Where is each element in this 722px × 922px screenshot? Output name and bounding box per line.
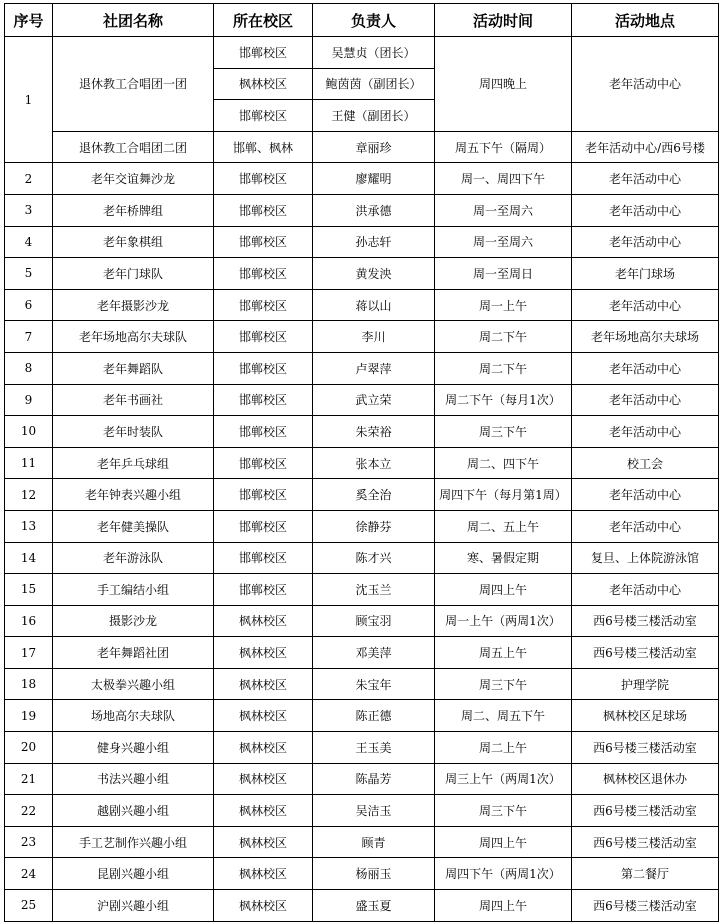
campus: 邯郸校区 [214, 321, 313, 353]
activity-place: 校工会 [572, 447, 719, 479]
activity-time: 周二下午 [435, 352, 572, 384]
row-number: 19 [5, 700, 53, 732]
activity-place: 西6号楼三楼活动室 [572, 890, 719, 922]
header-time: 活动时间 [435, 4, 572, 37]
campus: 邯郸校区 [214, 416, 313, 448]
activity-time: 周四上午 [435, 826, 572, 858]
activity-place: 西6号楼三楼活动室 [572, 605, 719, 637]
activity-time: 周四下午（两周1次） [435, 858, 572, 890]
activity-time: 周三下午 [435, 795, 572, 827]
campus: 邯郸校区 [214, 574, 313, 606]
campus: 枫林校区 [214, 68, 313, 100]
activity-time: 周三上午（两周1次） [435, 763, 572, 795]
campus: 枫林校区 [214, 763, 313, 795]
row-number: 17 [5, 637, 53, 669]
leader: 武立荣 [313, 384, 435, 416]
table-row [5, 479, 719, 511]
activity-time: 周三下午 [435, 416, 572, 448]
activity-time: 寒、暑假定期 [435, 542, 572, 574]
club-name: 老年场地高尔夫球队 [53, 321, 214, 353]
table-row [5, 763, 719, 795]
club-name: 老年书画社 [53, 384, 214, 416]
club-name: 老年舞蹈队 [53, 352, 214, 384]
club-name: 老年时装队 [53, 416, 214, 448]
activity-time: 周二、周五下午 [435, 700, 572, 732]
row-number: 23 [5, 826, 53, 858]
club-name: 老年钟表兴趣小组 [53, 479, 214, 511]
activity-time: 周一、周四下午 [435, 163, 572, 195]
leader: 吴洁玉 [313, 795, 435, 827]
club-name: 老年摄影沙龙 [53, 289, 214, 321]
row-number: 6 [5, 289, 53, 321]
activity-place: 老年活动中心/西6号楼 [572, 131, 719, 163]
club-name: 书法兴趣小组 [53, 763, 214, 795]
activity-time: 周二、四下午 [435, 447, 572, 479]
campus: 邯郸校区 [214, 226, 313, 258]
header-row [5, 4, 719, 37]
row-number: 13 [5, 510, 53, 542]
table-row [5, 163, 719, 195]
activity-time: 周一上午（两周1次） [435, 605, 572, 637]
row-number: 7 [5, 321, 53, 353]
activity-place: 老年活动中心 [572, 226, 719, 258]
campus: 邯郸校区 [214, 163, 313, 195]
header-name: 社团名称 [53, 4, 214, 37]
leader: 黄发泱 [313, 258, 435, 290]
leader: 顾青 [313, 826, 435, 858]
table-row [5, 321, 719, 353]
campus: 枫林校区 [214, 858, 313, 890]
leader: 陈晶芳 [313, 763, 435, 795]
campus: 邯郸校区 [214, 447, 313, 479]
campus: 枫林校区 [214, 826, 313, 858]
row-number: 24 [5, 858, 53, 890]
table-row [5, 826, 719, 858]
row-number: 8 [5, 352, 53, 384]
activity-time: 周二上午 [435, 732, 572, 764]
campus: 邯郸校区 [214, 352, 313, 384]
table-row [5, 352, 719, 384]
club-name: 退休教工合唱团二团 [53, 131, 214, 163]
campus: 邯郸校区 [214, 542, 313, 574]
table-row [5, 858, 719, 890]
table-row [5, 289, 719, 321]
campus: 邯郸校区 [214, 258, 313, 290]
activity-place: 老年活动中心 [572, 479, 719, 511]
club-name: 退休教工合唱团一团 [53, 37, 214, 132]
table-row [5, 890, 719, 922]
campus: 邯郸校区 [214, 510, 313, 542]
activity-time: 周一至周六 [435, 194, 572, 226]
activity-place: 老年活动中心 [572, 37, 719, 132]
table-row [5, 258, 719, 290]
header-leader: 负责人 [313, 4, 435, 37]
club-name: 太极拳兴趣小组 [53, 668, 214, 700]
header-place: 活动地点 [572, 4, 719, 37]
activity-time: 周五上午 [435, 637, 572, 669]
table-row [5, 574, 719, 606]
activity-time: 周二下午 [435, 321, 572, 353]
club-name: 摄影沙龙 [53, 605, 214, 637]
activity-time: 周四上午 [435, 574, 572, 606]
row-number: 16 [5, 605, 53, 637]
activity-place: 老年活动中心 [572, 163, 719, 195]
leader: 张本立 [313, 447, 435, 479]
club-name: 手工艺制作兴趣小组 [53, 826, 214, 858]
table-row [5, 37, 719, 69]
club-name: 昆剧兴趣小组 [53, 858, 214, 890]
campus: 枫林校区 [214, 795, 313, 827]
activity-time: 周四下午（每月第1周） [435, 479, 572, 511]
leader: 洪承德 [313, 194, 435, 226]
row-number: 1 [5, 37, 53, 163]
leader: 孙志轩 [313, 226, 435, 258]
activity-time: 周一至周日 [435, 258, 572, 290]
club-name: 老年象棋组 [53, 226, 214, 258]
activity-place: 老年活动中心 [572, 416, 719, 448]
activity-place: 老年场地高尔夫球场 [572, 321, 719, 353]
leader: 徐静芬 [313, 510, 435, 542]
leader: 杨丽玉 [313, 858, 435, 890]
club-name: 老年健美操队 [53, 510, 214, 542]
leader: 蒋以山 [313, 289, 435, 321]
leader: 吴慧贞（团长） [313, 37, 435, 69]
campus: 邯郸校区 [214, 384, 313, 416]
table-row [5, 510, 719, 542]
activity-place: 老年门球场 [572, 258, 719, 290]
club-name: 健身兴趣小组 [53, 732, 214, 764]
clubs-table [4, 3, 719, 922]
campus: 邯郸校区 [214, 37, 313, 69]
row-number: 3 [5, 194, 53, 226]
leader: 陈才兴 [313, 542, 435, 574]
table-row [5, 732, 719, 764]
activity-place: 西6号楼三楼活动室 [572, 732, 719, 764]
campus: 邯郸校区 [214, 289, 313, 321]
leader: 鲍茵茵（副团长） [313, 68, 435, 100]
campus: 枫林校区 [214, 668, 313, 700]
activity-time: 周三下午 [435, 668, 572, 700]
table-row [5, 384, 719, 416]
row-number: 2 [5, 163, 53, 195]
leader: 王玉美 [313, 732, 435, 764]
campus: 邯郸校区 [214, 100, 313, 132]
club-name: 老年游泳队 [53, 542, 214, 574]
row-number: 18 [5, 668, 53, 700]
table-row [5, 447, 719, 479]
row-number: 14 [5, 542, 53, 574]
table-row [5, 226, 719, 258]
activity-time: 周四晚上 [435, 37, 572, 132]
row-number: 11 [5, 447, 53, 479]
leader: 朱荣裕 [313, 416, 435, 448]
club-name: 沪剧兴趣小组 [53, 890, 214, 922]
row-number: 9 [5, 384, 53, 416]
row-number: 15 [5, 574, 53, 606]
leader: 陈正德 [313, 700, 435, 732]
leader: 廖耀明 [313, 163, 435, 195]
campus: 枫林校区 [214, 700, 313, 732]
campus: 枫林校区 [214, 605, 313, 637]
club-name: 老年桥牌组 [53, 194, 214, 226]
row-number: 25 [5, 890, 53, 922]
activity-place: 西6号楼三楼活动室 [572, 795, 719, 827]
club-name: 老年乒乓球组 [53, 447, 214, 479]
activity-place: 老年活动中心 [572, 194, 719, 226]
row-number: 10 [5, 416, 53, 448]
campus: 枫林校区 [214, 890, 313, 922]
activity-time: 周二下午（每月1次） [435, 384, 572, 416]
table-row [5, 194, 719, 226]
activity-place: 西6号楼三楼活动室 [572, 637, 719, 669]
leader: 奚全治 [313, 479, 435, 511]
leader: 盛玉夏 [313, 890, 435, 922]
row-number: 12 [5, 479, 53, 511]
activity-place: 老年活动中心 [572, 289, 719, 321]
club-name: 手工编结小组 [53, 574, 214, 606]
header-no: 序号 [5, 4, 53, 37]
club-name: 老年交谊舞沙龙 [53, 163, 214, 195]
activity-place: 老年活动中心 [572, 384, 719, 416]
activity-time: 周二、五上午 [435, 510, 572, 542]
activity-time: 周一至周六 [435, 226, 572, 258]
campus: 枫林校区 [214, 732, 313, 764]
campus: 枫林校区 [214, 637, 313, 669]
campus: 邯郸、枫林 [214, 131, 313, 163]
leader: 李川 [313, 321, 435, 353]
club-name: 老年舞蹈社团 [53, 637, 214, 669]
table-row [5, 131, 719, 163]
leader: 王健（副团长） [313, 100, 435, 132]
table-row [5, 700, 719, 732]
table-row [5, 637, 719, 669]
table-row [5, 605, 719, 637]
leader: 顾宝羽 [313, 605, 435, 637]
campus: 邯郸校区 [214, 479, 313, 511]
activity-place: 老年活动中心 [572, 352, 719, 384]
activity-time: 周五下午（隔周） [435, 131, 572, 163]
row-number: 5 [5, 258, 53, 290]
leader: 朱宝年 [313, 668, 435, 700]
club-name: 老年门球队 [53, 258, 214, 290]
row-number: 4 [5, 226, 53, 258]
leader: 章丽珍 [313, 131, 435, 163]
leader: 沈玉兰 [313, 574, 435, 606]
table-row [5, 416, 719, 448]
row-number: 21 [5, 763, 53, 795]
campus: 邯郸校区 [214, 194, 313, 226]
activity-place: 护理学院 [572, 668, 719, 700]
header-campus: 所在校区 [214, 4, 313, 37]
activity-place: 第二餐厅 [572, 858, 719, 890]
table-row [5, 795, 719, 827]
activity-place: 西6号楼三楼活动室 [572, 826, 719, 858]
activity-place: 老年活动中心 [572, 574, 719, 606]
row-number: 20 [5, 732, 53, 764]
activity-place: 复旦、上体院游泳馆 [572, 542, 719, 574]
activity-time: 周四上午 [435, 890, 572, 922]
leader: 卢翠萍 [313, 352, 435, 384]
activity-time: 周一上午 [435, 289, 572, 321]
activity-place: 枫林校区退休办 [572, 763, 719, 795]
row-number: 22 [5, 795, 53, 827]
leader: 邓美萍 [313, 637, 435, 669]
club-name: 场地高尔夫球队 [53, 700, 214, 732]
activity-place: 老年活动中心 [572, 510, 719, 542]
table-row [5, 542, 719, 574]
table-row [5, 668, 719, 700]
activity-place: 枫林校区足球场 [572, 700, 719, 732]
club-name: 越剧兴趣小组 [53, 795, 214, 827]
